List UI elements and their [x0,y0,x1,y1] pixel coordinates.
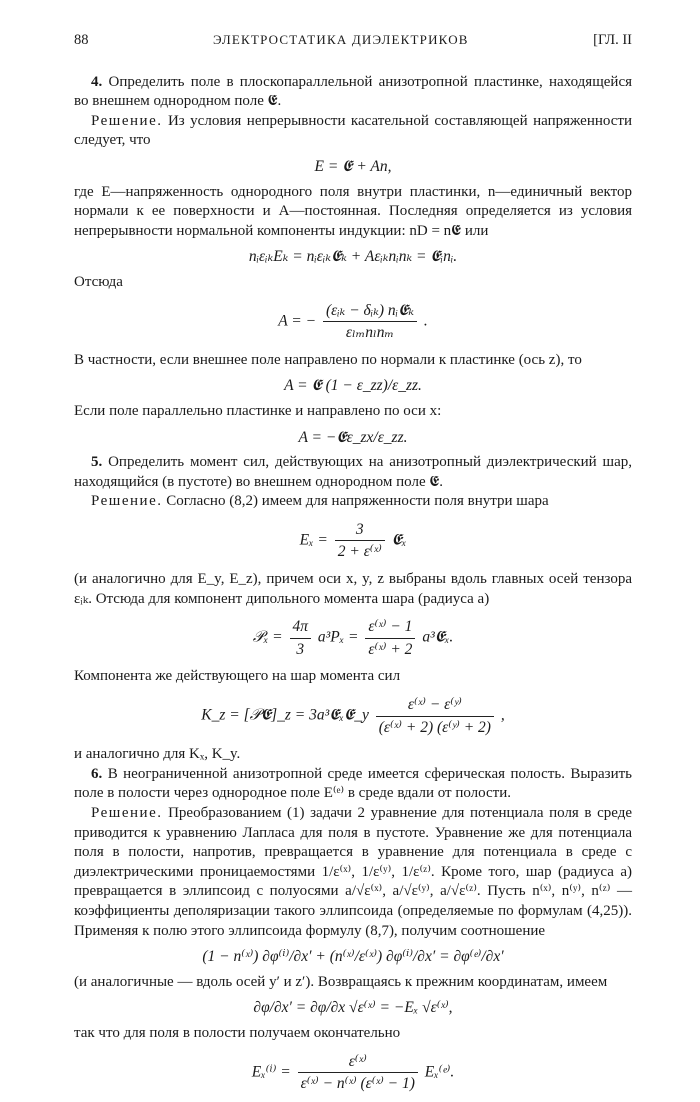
problem-4-solution: Решение. Из условия непрерывности касательной составляющей напряженности следует, что [74,112,632,149]
problem-4-text-3: Отсюда [74,273,123,290]
problem-5-text-2: (и аналогично для E_y, E_z), причем оси x, y, z выбраны вдоль главных осей тензора εᵢₖ. Отсюда для компонент дипольного момента шара (радиуса a) [74,571,632,607]
chapter-label: [ГЛ. II [593,32,632,48]
formula-4-3: A = − $\frac{\text{(εᵢₖ − δᵢₖ) nᵢ𝕰ₖ}}{\text{εₗₘnₗnₘ}}$ . [278,301,428,342]
problem-5-statement: 5. Определить момент сил, действующих на анизотропный диэлектрический шар, находящийся (в пустоте) во внешнем однородном поле 𝕰. [74,454,632,490]
problem-6-text-3: так что для поля в полости получаем окончательно [74,1024,401,1041]
page-header [74,30,632,51]
page [74,30,632,1102]
problem-5-text-4: и аналогично для Kₓ, K_y. [74,746,241,763]
formula-5-2: 𝒫ₓ = $\frac{4\pi}{3}$ a³Pₓ = $\frac{\text{ε⁽ˣ⁾ − 1}}{\text{ε⁽ˣ⁾ + 2}}$ a³𝕰ₓ. [252,618,454,658]
formula-4-4: A = 𝕰 (1 − ε_zz)/ε_zz. [284,377,422,395]
problem-5-solution: Решение. Согласно (8,2) имеем для напряженности поля внутри шара [91,493,549,510]
problem-4-text-4: В частности, если внешнее поле направлено по нормали к пластинке (ось z), то [74,351,582,368]
formula-4-2: nᵢεᵢₖEₖ = nᵢεᵢₖ𝕰ₖ + Aεᵢₖnᵢnₖ = 𝕰ᵢnᵢ. [248,248,458,266]
fraction: $\frac{\text{ε⁽ˣ⁾}}{\text{ε⁽ˣ⁾ − n⁽ˣ⁾ (ε⁽ˣ⁾ − 1)}}$ [298,1052,418,1094]
problem-6-text-2: (и аналогичные — вдоль осей y′ и z′). Возвращаясь к прежним координатам, имеем [74,973,608,990]
formula-4-5: A = −𝕰ε_zx/ε_zz. [298,428,408,446]
problem-6-statement: 6. В неограниченной анизотропной среде имеется сферическая полость. Выразить поле в полости через однородное поле E⁽ᵉ⁾ в среде вдали от полости. [74,765,633,802]
problem-4-text-5: Если поле параллельно пластинке и направлено по оси x: [74,402,442,419]
fraction: $\frac{\text{ε⁽ˣ⁾ − 1}}{\text{ε⁽ˣ⁾ + 2}}$ [365,617,415,659]
problem-4-statement: 4. Определить поле в плоскопараллельной анизотропной пластинке, находящейся во внешнем однородном поле 𝕰. [74,73,632,110]
formula-5-3: K_z = [𝒫𝕰]_z = 3a³𝕰ₓ𝕰_y $\frac{\text{ε⁽ˣ⁾ − ε⁽ʸ⁾}}{\text{(ε⁽ˣ⁾ + 2) (ε⁽ʸ⁾ + 2)}}$ , [201,696,505,736]
problem-5-text-3: Компонента же действующего на шар момента сил [74,668,401,685]
formula-4-1: E = 𝕰 + An, [314,157,392,175]
problem-6-solution: Решение. Преобразованием (1) задачи 2 уравнение для потенциала поля в среде приводится к уравнению Лапласа для поля в пустоте. Уравнение же для потенциала поля в полости, напротив, превращается в уравнение для потенциала в среде с диэлектрическими проницаемостями 1/ε⁽ˣ⁾, 1/ε⁽ʸ⁾, 1/ε⁽ᶻ⁾. Кроме того, шар (радиуса a) превращается в эллипсоид с полуосями a/√ε⁽ˣ⁾, a/√ε⁽ʸ⁾, a/√ε⁽ᶻ⁾. Пусть n⁽ˣ⁾, n⁽ʸ⁾, n⁽ᶻ⁾ — коэффициенты деполяризации такого эллипсоида (определяемые по формулам (4,25)). Применяя к полю этого эллипсоида формулу (8,7), получим соотношение [74,805,632,939]
fraction: $\frac{4\pi}{3}$ [290,617,312,659]
fraction: $\frac{3}{\text{2 + ε⁽ˣ⁾}}$ [335,520,385,562]
formula-6-2: ∂φ/∂x′ = ∂φ/∂x √ε⁽ˣ⁾ = −Eₓ √ε⁽ˣ⁾, [253,999,453,1017]
fraction: $\frac{\text{(εᵢₖ − δᵢₖ) nᵢ𝕰ₖ}}{\text{εₗₘnₗnₘ}}$ [323,301,417,343]
formula-6-3: Eₓ⁽ⁱ⁾ = $\frac{\text{ε⁽ˣ⁾}}{\text{ε⁽ˣ⁾ − n⁽ˣ⁾ (ε⁽ˣ⁾ − 1)}}$ Eₓ⁽ᵉ⁾. [251,1052,455,1093]
running-title: ЭЛЕКТРОСТАТИКА ДИЭЛЕКТРИКОВ [212,32,469,47]
problem-4-text-2: где E—напряженность однородного поля внутри пластинки, n—единичный вектор нормали к ее поверхности и A—постоянная. Последняя определяется из условия непрерывности нормальной компоненты индукции: nD = n𝕰 или [74,183,632,239]
formula-6-1: (1 − n⁽ˣ⁾) ∂φ⁽ⁱ⁾/∂x′ + (n⁽ˣ⁾/ε⁽ˣ⁾) ∂φ⁽ⁱ⁾/∂x′ = ∂φ⁽ᵉ⁾/∂x′ [202,948,504,966]
page-number: 88 [74,32,89,48]
formula-5-1: Eₓ = $\frac{3}{\text{2 + ε⁽ˣ⁾}}$ 𝕰ₓ [299,520,407,561]
fraction: $\frac{\text{ε⁽ˣ⁾ − ε⁽ʸ⁾}}{\text{(ε⁽ˣ⁾ + 2) (ε⁽ʸ⁾ + 2)}}$ [376,695,494,737]
